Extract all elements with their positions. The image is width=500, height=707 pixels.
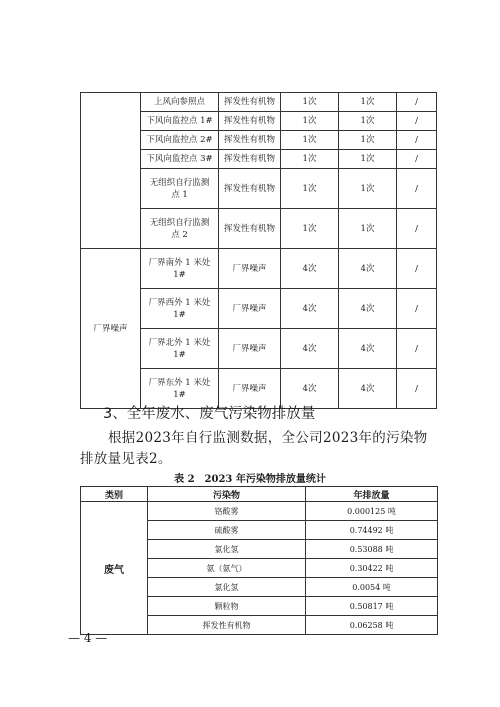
amount-cell: 0.06258 吨 xyxy=(306,616,438,635)
frequency-cell: 4次 xyxy=(281,329,339,369)
monitoring-point: 下风向监控点 1# xyxy=(141,112,219,131)
frequency-cell: 4次 xyxy=(339,369,397,409)
monitoring-item: 挥发性有机物 xyxy=(219,150,281,169)
note-cell: / xyxy=(397,329,437,369)
monitoring-point: 厂界西外 1 米处 1# xyxy=(141,289,219,329)
amount-cell: 0.50817 吨 xyxy=(306,597,438,616)
note-cell: / xyxy=(397,209,437,249)
monitoring-point: 厂界北外 1 米处 1# xyxy=(141,329,219,369)
category-cell: 废气 xyxy=(81,502,148,635)
note-cell: / xyxy=(397,150,437,169)
frequency-cell: 4次 xyxy=(281,249,339,289)
pollutant-cell: 挥发性有机物 xyxy=(148,616,306,635)
body-paragraph: 根据2023年自行监测数据，全公司2023年的污染物排放量见表2。 xyxy=(80,430,428,467)
amount-cell: 0.0054 吨 xyxy=(306,578,438,597)
monitoring-point: 厂界南外 1 米处 1# xyxy=(141,249,219,289)
monitoring-point: 厂界东外 1 米处 1# xyxy=(141,369,219,409)
frequency-cell: 1次 xyxy=(281,93,339,112)
monitoring-item: 挥发性有机物 xyxy=(219,169,281,209)
table-row xyxy=(81,93,437,112)
monitoring-item: 厂界噪声 xyxy=(219,329,281,369)
pollutant-cell: 氨（氨气） xyxy=(148,559,306,578)
monitoring-point: 下风向监控点 2# xyxy=(141,131,219,150)
monitoring-point: 无组织自行监测点 2 xyxy=(141,209,219,249)
monitoring-point: 无组织自行监测点 1 xyxy=(141,169,219,209)
note-cell: / xyxy=(397,112,437,131)
frequency-cell: 4次 xyxy=(281,369,339,409)
frequency-cell: 4次 xyxy=(339,329,397,369)
table-caption: 表 2 2023 年污染物排放量统计 xyxy=(174,474,326,485)
monitoring-item: 厂界噪声 xyxy=(219,369,281,409)
monitoring-item: 挥发性有机物 xyxy=(219,209,281,249)
frequency-cell: 1次 xyxy=(339,150,397,169)
amount-cell: 0.30422 吨 xyxy=(306,559,438,578)
emissions-table xyxy=(80,486,438,635)
note-cell: / xyxy=(397,93,437,112)
monitoring-frequency-table xyxy=(80,92,437,409)
note-cell: / xyxy=(397,249,437,289)
column-header: 类别 xyxy=(81,487,148,502)
table-row xyxy=(81,502,438,521)
pollutant-cell: 氯化氢 xyxy=(148,540,306,559)
monitoring-item: 挥发性有机物 xyxy=(219,112,281,131)
frequency-cell: 1次 xyxy=(339,112,397,131)
frequency-cell: 4次 xyxy=(339,289,397,329)
frequency-cell: 1次 xyxy=(281,209,339,249)
note-cell: / xyxy=(397,369,437,409)
pollutant-cell: 氯化氢 xyxy=(148,578,306,597)
amount-cell: 0.53088 吨 xyxy=(306,540,438,559)
monitoring-item: 挥发性有机物 xyxy=(219,131,281,150)
note-cell: / xyxy=(397,131,437,150)
frequency-cell: 1次 xyxy=(281,112,339,131)
monitoring-item: 厂界噪声 xyxy=(219,249,281,289)
section-heading: 3、全年废水、废气污染物排放量 xyxy=(103,406,316,422)
frequency-cell: 1次 xyxy=(281,169,339,209)
note-cell: / xyxy=(397,289,437,329)
amount-cell: 0.000125 吨 xyxy=(306,502,438,521)
category-cell-continued xyxy=(81,93,141,249)
monitoring-item: 挥发性有机物 xyxy=(219,93,281,112)
frequency-cell: 4次 xyxy=(281,289,339,329)
note-cell: / xyxy=(397,169,437,209)
column-header: 年排放量 xyxy=(306,487,438,502)
table-row xyxy=(81,249,437,289)
amount-cell: 0.74492 吨 xyxy=(306,521,438,540)
frequency-cell: 1次 xyxy=(339,93,397,112)
monitoring-point: 上风向参照点 xyxy=(141,93,219,112)
pollutant-cell: 硫酸雾 xyxy=(148,521,306,540)
monitoring-item: 厂界噪声 xyxy=(219,289,281,329)
frequency-cell: 1次 xyxy=(281,150,339,169)
frequency-cell: 4次 xyxy=(339,249,397,289)
frequency-cell: 1次 xyxy=(339,131,397,150)
frequency-cell: 1次 xyxy=(339,169,397,209)
category-cell: 厂界噪声 xyxy=(81,249,141,409)
frequency-cell: 1次 xyxy=(281,131,339,150)
pollutant-cell: 颗粒物 xyxy=(148,597,306,616)
column-header: 污染物 xyxy=(148,487,306,502)
pollutant-cell: 铬酸雾 xyxy=(148,502,306,521)
table-header-row xyxy=(81,487,438,502)
page-number: — 4 — xyxy=(68,631,108,645)
frequency-cell: 1次 xyxy=(339,209,397,249)
monitoring-point: 下风向监控点 3# xyxy=(141,150,219,169)
